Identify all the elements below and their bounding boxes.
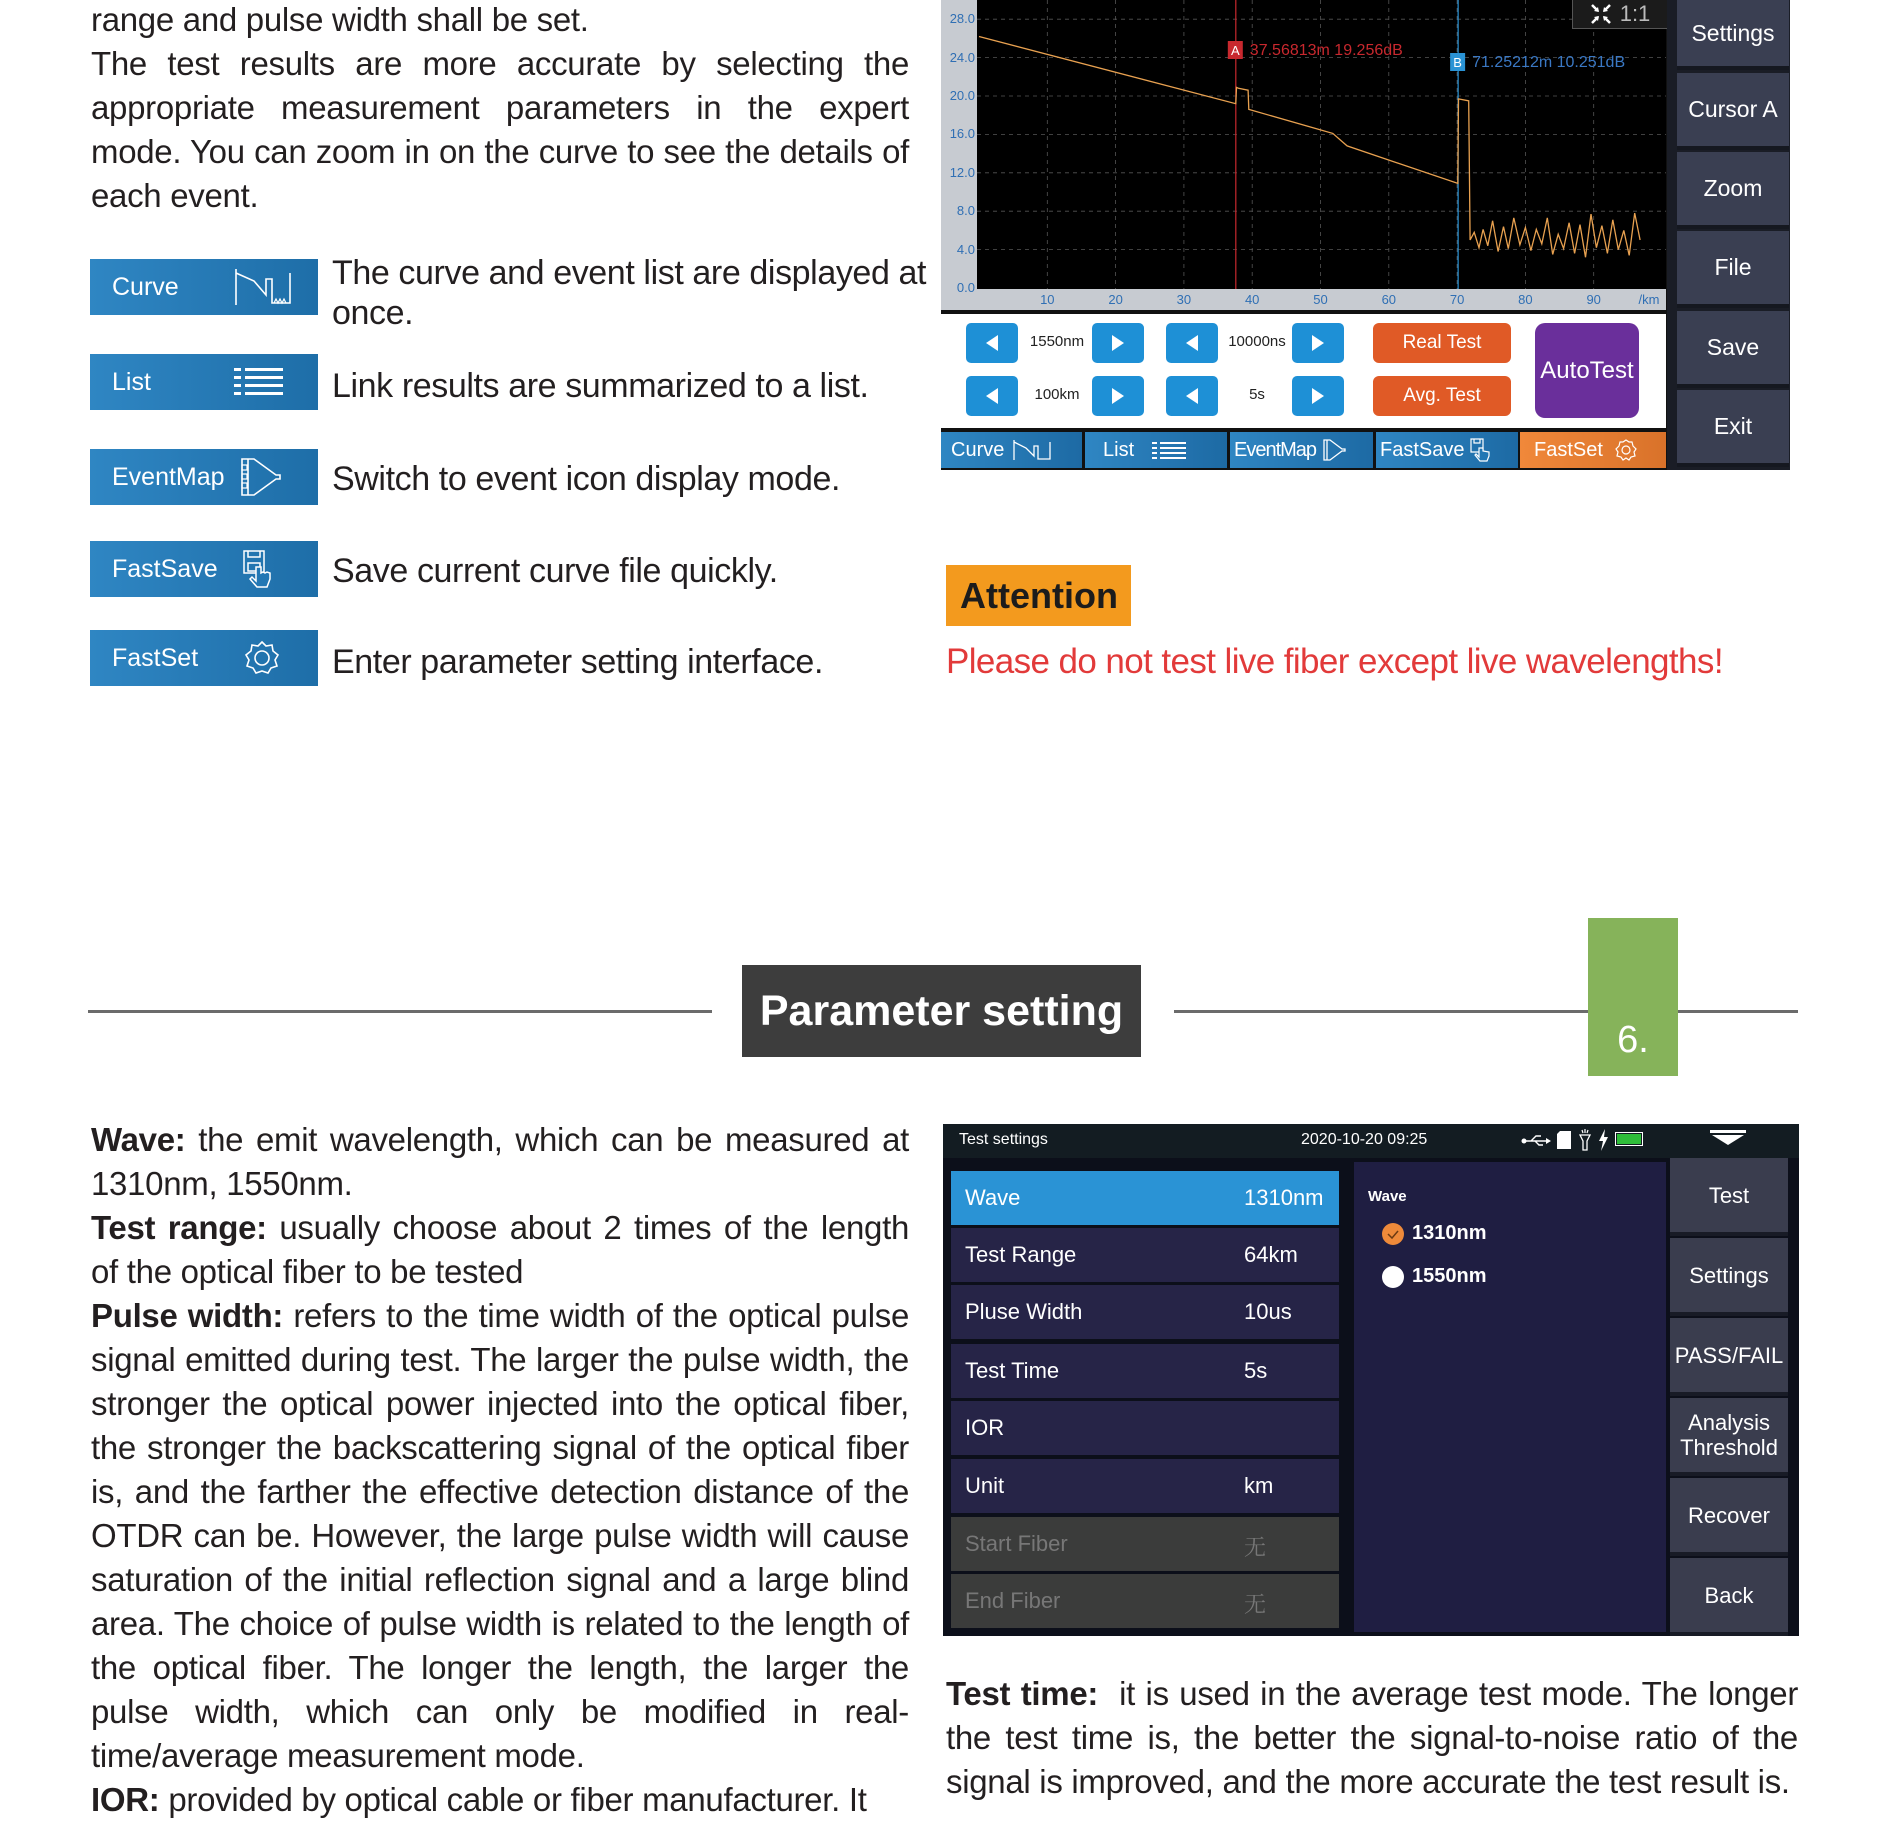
arrow-right-icon: [1308, 333, 1328, 353]
y-tick-label: 0.0: [956, 280, 975, 295]
tab-curve-label: Curve: [951, 438, 1005, 461]
tab-list-label: List: [1103, 438, 1135, 461]
row-value: 10us: [1244, 1299, 1292, 1324]
intro-paragraph: The test results are more accurate by selecting the appropriate measurement parameters in the expert mode. You can zoom in on the curve to see the details of each event.: [91, 45, 909, 214]
time-value: 5s: [1249, 386, 1265, 403]
row-value: 无: [1244, 1535, 1267, 1560]
row-value: km: [1244, 1473, 1274, 1498]
settings-status-bar: [943, 1124, 1799, 1158]
cursor-b-tag-label: B: [1453, 55, 1462, 70]
row-value: 64km: [1244, 1242, 1298, 1267]
pulse-next-button[interactable]: [1292, 323, 1344, 363]
tab-fastset-label: FastSet: [1534, 438, 1603, 461]
attention-badge: Attention: [946, 565, 1131, 626]
settings-datetime: 2020-10-20 09:25: [1301, 1131, 1428, 1148]
y-tick-label: 24.0: [949, 49, 975, 65]
list-icon: [1152, 440, 1196, 460]
arrow-right-icon: [1108, 333, 1128, 353]
settings-row-start-fiber: [951, 1517, 1339, 1571]
wave-option-panel: [1354, 1162, 1666, 1632]
side-exit-button[interactable]: Exit: [1677, 390, 1789, 467]
otdr-side-menu: [1667, 0, 1790, 470]
gear-icon: [234, 638, 294, 678]
tab-eventmap-label: EventMap: [1234, 438, 1317, 461]
fastset-button-label: FastSet: [112, 643, 199, 672]
row-key: Pluse Width: [965, 1299, 1083, 1324]
section-title: Parameter setting: [742, 965, 1141, 1057]
settings-row-pulse-width[interactable]: [951, 1285, 1339, 1339]
intro-text: [91, 0, 909, 218]
curve-description: The curve and event list are displayed at once.: [332, 254, 927, 332]
option-panel-title: Wave: [1368, 1188, 1407, 1205]
tab-fastsave[interactable]: [1376, 432, 1518, 468]
control-panel: [941, 311, 1666, 431]
curve-icon: [1012, 438, 1052, 462]
list-icon: [234, 362, 294, 402]
y-tick-label: 28.0: [949, 11, 975, 27]
eventmap-icon: [234, 457, 294, 497]
section-divider-right: [1174, 1010, 1798, 1013]
side-test-button[interactable]: Test: [1670, 1158, 1788, 1236]
settings-side-menu: [1670, 1158, 1795, 1636]
radio-checked-icon: [1382, 1223, 1404, 1245]
range-value: 100km: [1034, 386, 1080, 403]
usb-icon: [1521, 1134, 1551, 1148]
eventmap-description: Switch to event icon display mode.: [332, 460, 841, 498]
fastsave-button[interactable]: [90, 541, 318, 597]
y-tick-label: 8.0: [956, 203, 975, 219]
row-key: Test Range: [965, 1242, 1077, 1267]
settings-row-end-fiber: [951, 1574, 1339, 1628]
list-button-label: List: [112, 367, 151, 396]
arrow-left-icon: [982, 333, 1002, 353]
fastsave-button-label: FastSave: [112, 554, 218, 583]
tab-fastsave-label: FastSave: [1380, 438, 1465, 461]
fastsave-icon: [1468, 438, 1494, 462]
side-recover-button[interactable]: Recover: [1670, 1478, 1788, 1556]
curve-button-label: Curve: [112, 272, 179, 301]
tab-list[interactable]: [1085, 432, 1227, 468]
x-tick-label: 90: [1586, 292, 1601, 307]
option-label: 1550nm: [1412, 1265, 1487, 1287]
settings-row-ior[interactable]: [951, 1401, 1339, 1455]
side-pass-fail-button[interactable]: PASS/FAIL: [1670, 1318, 1788, 1396]
gear-icon: [1613, 437, 1639, 463]
section-divider-left: [88, 1010, 712, 1013]
attention-message: Please do not test live fiber except live wavelengths!: [946, 642, 1723, 681]
battery-icon: [1615, 1132, 1643, 1146]
range-text: usually choose about 2 times of the length of the optical fiber to be tested: [91, 1209, 909, 1290]
sd-card-icon: [1557, 1131, 1571, 1149]
arrow-left-icon: [1182, 386, 1202, 406]
row-key: Wave: [965, 1185, 1021, 1210]
arrow-left-icon: [1182, 333, 1202, 353]
x-tick-label: 50: [1313, 292, 1328, 307]
zoom-1-1-button[interactable]: [1572, 0, 1668, 29]
wave-paragraph: [91, 1118, 909, 1206]
list-description: Link results are summarized to a list.: [332, 367, 869, 405]
pulse-paragraph: [91, 1294, 909, 1778]
settings-title: Test settings: [959, 1131, 1048, 1148]
pulse-term: Pulse width:: [91, 1297, 284, 1334]
pulse-text: refers to the time width of the optical pulse signal emitted during test. The larger the pulse width, the stronger the optical power injected into the optical fiber, the stronger the backscattering signal of the optical fiber is, and the farther the effective detection distance of the OTDR can be. However, the large pulse width will cause saturation of the initial reflection signal and a large blind area. The choice of pulse width is related to the length of the optical fiber. The longer the length, the larger the pulse width, which can only be modified in real-time/average measurement mode.: [91, 1297, 909, 1774]
option-label: 1310nm: [1412, 1222, 1487, 1244]
dropdown-icon[interactable]: [1710, 1130, 1746, 1148]
row-value: 5s: [1244, 1358, 1268, 1383]
settings-screen: [943, 1124, 1799, 1636]
pulse-prev-button[interactable]: [1166, 323, 1218, 363]
arrow-right-icon: [1308, 386, 1328, 406]
wave-text: the emit wavelength, which can be measured at 1310nm, 1550nm.: [91, 1121, 909, 1202]
row-value: 无: [1244, 1592, 1267, 1617]
radio-unchecked-icon: [1382, 1266, 1404, 1288]
eventmap-button[interactable]: [90, 449, 318, 505]
fastsave-icon: [234, 549, 294, 589]
settings-row-test-range[interactable]: [951, 1228, 1339, 1282]
y-tick-label: 4.0: [956, 241, 975, 257]
avg-test-button[interactable]: Avg. Test: [1373, 376, 1511, 416]
settings-row-wave[interactable]: [951, 1171, 1339, 1225]
x-tick-label: 80: [1518, 292, 1533, 307]
arrow-left-icon: [982, 386, 1002, 406]
row-value: 1310nm: [1244, 1185, 1324, 1210]
fastset-description: Enter parameter setting interface.: [332, 643, 823, 681]
charging-icon: [1597, 1129, 1609, 1151]
cursor-a-tag-label: A: [1230, 43, 1240, 58]
wavelength-prev-button[interactable]: [966, 323, 1018, 363]
range-prev-button[interactable]: [966, 376, 1018, 416]
y-axis: [941, 0, 977, 310]
row-key: End Fiber: [965, 1588, 1061, 1613]
fastsave-description: Save current curve file quickly.: [332, 552, 778, 590]
row-key: Start Fiber: [965, 1531, 1068, 1556]
autotest-button[interactable]: AutoTest: [1535, 323, 1639, 418]
curve-icon: [234, 267, 294, 307]
time-next-button[interactable]: [1292, 376, 1344, 416]
side-back-button[interactable]: Back: [1670, 1558, 1788, 1636]
flashlight-icon: [1579, 1129, 1591, 1151]
range-next-button[interactable]: [1092, 376, 1144, 416]
cursor-b-readout: 71.25212m 10.251dB: [1472, 54, 1626, 71]
side-analysis-threshold-button[interactable]: Analysis Threshold: [1670, 1398, 1788, 1476]
section-number: 6.: [1588, 918, 1678, 1076]
row-key: IOR: [965, 1415, 1005, 1440]
arrow-right-icon: [1108, 386, 1128, 406]
row-key: Test Time: [965, 1358, 1060, 1383]
x-tick-label: 60: [1381, 292, 1397, 307]
option-1310nm[interactable]: [1382, 1222, 1487, 1245]
params-description: [91, 1118, 909, 1822]
side-settings-button[interactable]: Settings: [1677, 0, 1789, 70]
range-term: Test range:: [91, 1209, 267, 1246]
x-tick-label: 70: [1449, 292, 1465, 307]
settings-row-unit[interactable]: [951, 1459, 1339, 1513]
eventmap-button-label: EventMap: [112, 462, 225, 491]
test-time-term: Test time:: [946, 1675, 1099, 1712]
side-file-button[interactable]: File: [1677, 231, 1789, 308]
x-tick-label: 10: [1040, 292, 1055, 307]
trace-plot[interactable]: [977, 0, 1666, 289]
time-prev-button[interactable]: [1166, 376, 1218, 416]
collapse-arrows-icon: [1590, 3, 1612, 25]
tab-curve[interactable]: [941, 432, 1082, 468]
y-tick-label: 16.0: [949, 126, 975, 142]
ior-text: provided by optical cable or fiber manufacturer. It: [159, 1781, 867, 1818]
pulse-value: 10000ns: [1228, 333, 1286, 350]
wave-term: Wave:: [91, 1121, 186, 1158]
fastset-button[interactable]: [90, 630, 318, 686]
settings-row-test-time[interactable]: [951, 1344, 1339, 1398]
x-tick-label: 30: [1176, 292, 1192, 307]
real-test-button[interactable]: Real Test: [1373, 323, 1511, 363]
curve-button[interactable]: [90, 259, 318, 315]
wavelength-next-button[interactable]: [1092, 323, 1144, 363]
x-tick-label: 40: [1244, 292, 1260, 307]
zoom-label: 1:1: [1619, 1, 1651, 26]
view-tab-bar: [941, 432, 1666, 468]
tab-fastset[interactable]: [1520, 432, 1666, 468]
side-cursor-a-button[interactable]: Cursor A: [1677, 73, 1789, 150]
test-time-description: [946, 1672, 1807, 1804]
ior-paragraph: [91, 1778, 909, 1822]
wavelength-value: 1550nm: [1029, 333, 1085, 350]
otdr-screen: [941, 0, 1790, 470]
trace-chart: [977, 0, 1666, 289]
side-zoom-button[interactable]: Zoom: [1677, 152, 1789, 229]
y-tick-label: 12.0: [949, 164, 975, 180]
x-axis-unit: /km: [1638, 292, 1660, 307]
list-button[interactable]: [90, 354, 318, 410]
side-settings-button[interactable]: Settings: [1670, 1238, 1788, 1316]
x-tick-label: 20: [1108, 292, 1123, 307]
ior-term: IOR:: [91, 1781, 160, 1818]
test-time-text: it is used in the average test mode. The longer the test time is, the better the signal-to-noise ratio of the signal is improved, and the more accurate the test result is.: [946, 1675, 1807, 1800]
range-paragraph: [91, 1206, 909, 1294]
tab-eventmap[interactable]: [1230, 432, 1373, 468]
y-tick-label: 20.0: [949, 88, 975, 103]
cursor-a-readout: 37.56813m 19.256dB: [1249, 42, 1403, 59]
intro-line: range and pulse width shall be set.: [91, 1, 589, 38]
side-save-button[interactable]: Save: [1677, 311, 1789, 388]
test-time-paragraph: [946, 1672, 1807, 1804]
eventmap-icon: [1320, 438, 1350, 462]
row-key: Unit: [965, 1473, 1005, 1498]
option-1550nm[interactable]: [1382, 1265, 1487, 1288]
